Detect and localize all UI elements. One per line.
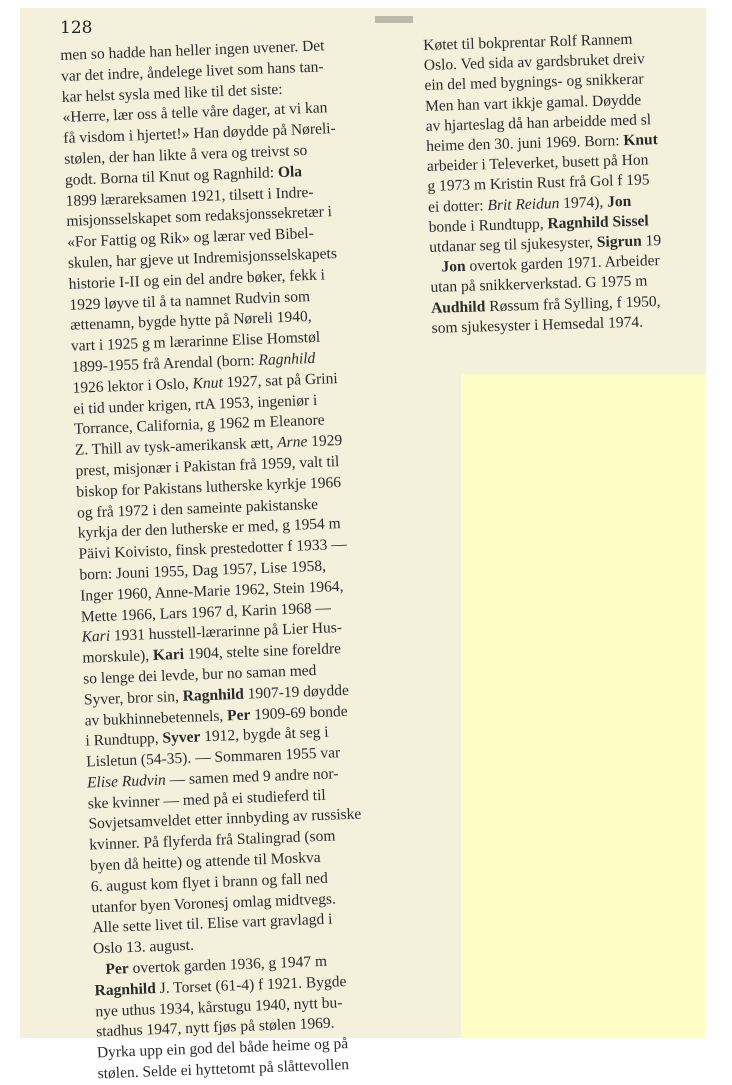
text-run: 1907-19 døydde: [243, 681, 350, 703]
text-run: utdanar seg til sjukesyster,: [429, 233, 598, 256]
text-run: 1926 lektor i Oslo,: [72, 375, 193, 397]
text-run: Røssum frå Sylling, f 1950,: [485, 292, 661, 315]
text-run: — samen med 9 andre nor-: [165, 765, 339, 789]
text-run: utan på snikkerverkstad. G 1975 m: [430, 272, 648, 297]
text-run: kvinner. På flyferda frå Stalingrad (som: [88, 827, 336, 854]
text-run: kyrkja der den lutherske er med, g 1954 m: [77, 515, 342, 542]
text-run: Køtet til bokprentar Rolf Rannem: [423, 30, 633, 54]
text-run: ættenamn, bygde hytte på Nøreli 1940,: [69, 308, 312, 335]
text-run: 1974),: [559, 193, 608, 212]
text-run: Kari: [152, 645, 185, 665]
text-run: i Rundtupp,: [85, 730, 163, 750]
text-run: «Herre, lær oss å telle våre dager, at vi kan: [62, 99, 328, 127]
text-run: so lenge dei levde, bur no saman med: [82, 661, 317, 688]
running-header-fragment: [375, 16, 413, 23]
text-run: 1899 lærareksamen 1921, tilsett i Indre-: [65, 183, 314, 210]
text-run: 1929 løyve til å ta namnet Rudvin som: [69, 287, 311, 314]
text-run: Mette 1966, Lars 1967 d, Karin 1968 —: [80, 598, 332, 626]
text-run: Audhild: [430, 297, 486, 317]
text-run: historie I-II og ein del andre bøker, fekk i: [68, 266, 326, 293]
text-run: «For Fattig og Rik» og lærar ved Bibel-: [66, 225, 315, 252]
text-run: ein del med bygnings- og snikkerar: [424, 70, 644, 95]
text-run: 19: [641, 232, 662, 250]
text-run: arbeider i Televerket, busett på Hon: [426, 151, 649, 176]
text-run: ei dotter:: [427, 196, 488, 216]
text-run: biskop for Pakistans lutherske kyrkje 1966: [76, 473, 342, 501]
text-run: Dyrka upp ein god del både heime og på: [96, 1035, 349, 1062]
text-run: [94, 961, 106, 978]
text-run: Oslo 13. august.: [92, 936, 195, 958]
text-run: Arne: [276, 433, 308, 452]
text-run: Men han vart ikkje gamal. Døydde: [424, 91, 642, 115]
text-run: Knut: [623, 131, 659, 150]
text-run: Ragnhild: [94, 979, 157, 1000]
left-text-column: [60, 36, 371, 1085]
text-run: g 1973 m Kristin Rust frå Gol f 195: [427, 171, 650, 196]
text-run: stølen, der han likte å vera og treivst so: [63, 142, 308, 168]
text-run: Ragnhild Sissel: [547, 212, 649, 233]
text-run: overtok garden 1971. Arbeider: [465, 252, 660, 276]
text-run: Per: [226, 705, 251, 724]
text-run: 1899-1955 frå Arendal (born:: [71, 351, 259, 376]
page-number: 128: [60, 18, 93, 38]
text-run: Torrance, California, g 1962 m Eleanore: [73, 411, 325, 439]
text-run: stadhus 1947, nytt fjøs på stølen 1969.: [95, 1015, 335, 1041]
text-run: [430, 259, 442, 276]
text-run: som sjukesyster i Hemsedal 1974.: [431, 313, 644, 337]
text-run: Sigrun: [596, 232, 642, 251]
text-run: Elise Rudvin: [86, 771, 167, 792]
text-run: Syver: [162, 728, 201, 747]
text-run: 1927, sat på Grini: [222, 369, 338, 392]
text-run: bonde i Rundtupp,: [428, 215, 548, 236]
text-run: overtok garden 1936, g 1947 m: [128, 952, 328, 978]
text-run: Ola: [277, 163, 303, 181]
text-run: ei tid under krigen, rtA 1953, ingeniør i: [72, 391, 318, 418]
yellow-blank-panel: [461, 374, 706, 1038]
text-run: byen då heitte) og attende til Moskva: [89, 849, 321, 875]
text-run: 1929: [306, 432, 343, 451]
text-run: Päivi Koivisto, finsk prestedotter f 1933 —: [78, 535, 347, 563]
text-run: 1904, stelte sine foreldre: [183, 640, 342, 663]
text-run: Brit Reidun: [487, 194, 560, 214]
text-run: stølen. Selde ei hyttetomt på slåttevollen: [97, 1056, 350, 1083]
text-run: J. Torset (61-4) f 1921. Bygde: [155, 973, 347, 997]
text-run: 1931 husstell-lærarinne på Lier Hus-: [109, 619, 343, 645]
text-run: godt. Borna til Knut og Ragnhild:: [64, 163, 279, 189]
text-run: vart i 1925 g m lærarinne Elise Homstøl: [70, 328, 321, 355]
text-run: Ragnhild: [182, 685, 245, 705]
text-run: Alle sette livet til. Elise vart gravlagd i: [92, 911, 333, 937]
text-run: utanfor byen Voronesj omlag midtvegs.: [91, 890, 337, 917]
text-run: misjonsselskapet som redaksjonssekretær i: [66, 203, 333, 231]
text-run: prest, misjonær i Pakistan frå 1959, valt til: [75, 452, 340, 480]
text-run: 1909-69 bonde: [250, 702, 348, 723]
text-run: men so hadde han heller ingen uvener. Det: [60, 37, 325, 64]
text-run: born: Jouni 1955, Dag 1957, Lise 1958,: [79, 557, 327, 584]
text-run: 6. august kom flyet i brann og fall ned: [90, 869, 329, 896]
text-run: Sovjetsamveldet etter innbyding av russiske: [88, 805, 362, 833]
right-text-column: [423, 29, 664, 339]
text-run: kar helst sysla med like til det siste:: [61, 80, 283, 106]
text-run: Oslo. Ved sida av gardsbruket dreiv: [423, 50, 646, 75]
text-run: morskule),: [82, 647, 154, 667]
book-page: [20, 8, 706, 1083]
text-run: Z. Thill av tysk-amerikansk ætt,: [74, 434, 278, 459]
text-run: Knut: [192, 374, 224, 393]
text-run: Per: [105, 960, 130, 979]
text-run: heime den 30. juni 1969. Born:: [426, 132, 624, 155]
text-run: Jon: [606, 192, 632, 211]
text-run: var det indre, åndelege livet som hans tan-: [60, 58, 324, 85]
text-run: av hjarteslag då han arbeidde med sl: [425, 111, 652, 135]
text-run: nye uthus 1934, kårstugu 1940, nytt bu-: [95, 993, 343, 1021]
text-run: Lisletun (54-35). — Sommaren 1955 var: [85, 744, 341, 771]
text-run: skulen, har gjeve ut Indremisjonsselskapets: [67, 244, 338, 272]
text-run: få visdom i hjertet!» Han døydde på Nøreli-: [63, 120, 336, 148]
text-run: av bukhinnebetennels,: [84, 706, 228, 730]
text-run: Ragnhild: [258, 349, 316, 369]
text-run: Inger 1960, Anne-Marie 1962, Stein 1964,: [79, 577, 344, 605]
text-run: Jon: [441, 258, 466, 276]
text-run: Kari: [81, 627, 111, 646]
text-run: og frå 1972 i den sameinte pakistanske: [76, 495, 319, 522]
text-run: 1912, bygde åt seg i: [200, 723, 329, 746]
text-run: ske kvinner — med på ei studieferd til: [87, 786, 326, 813]
text-run: Syver, bror sin,: [83, 687, 184, 709]
